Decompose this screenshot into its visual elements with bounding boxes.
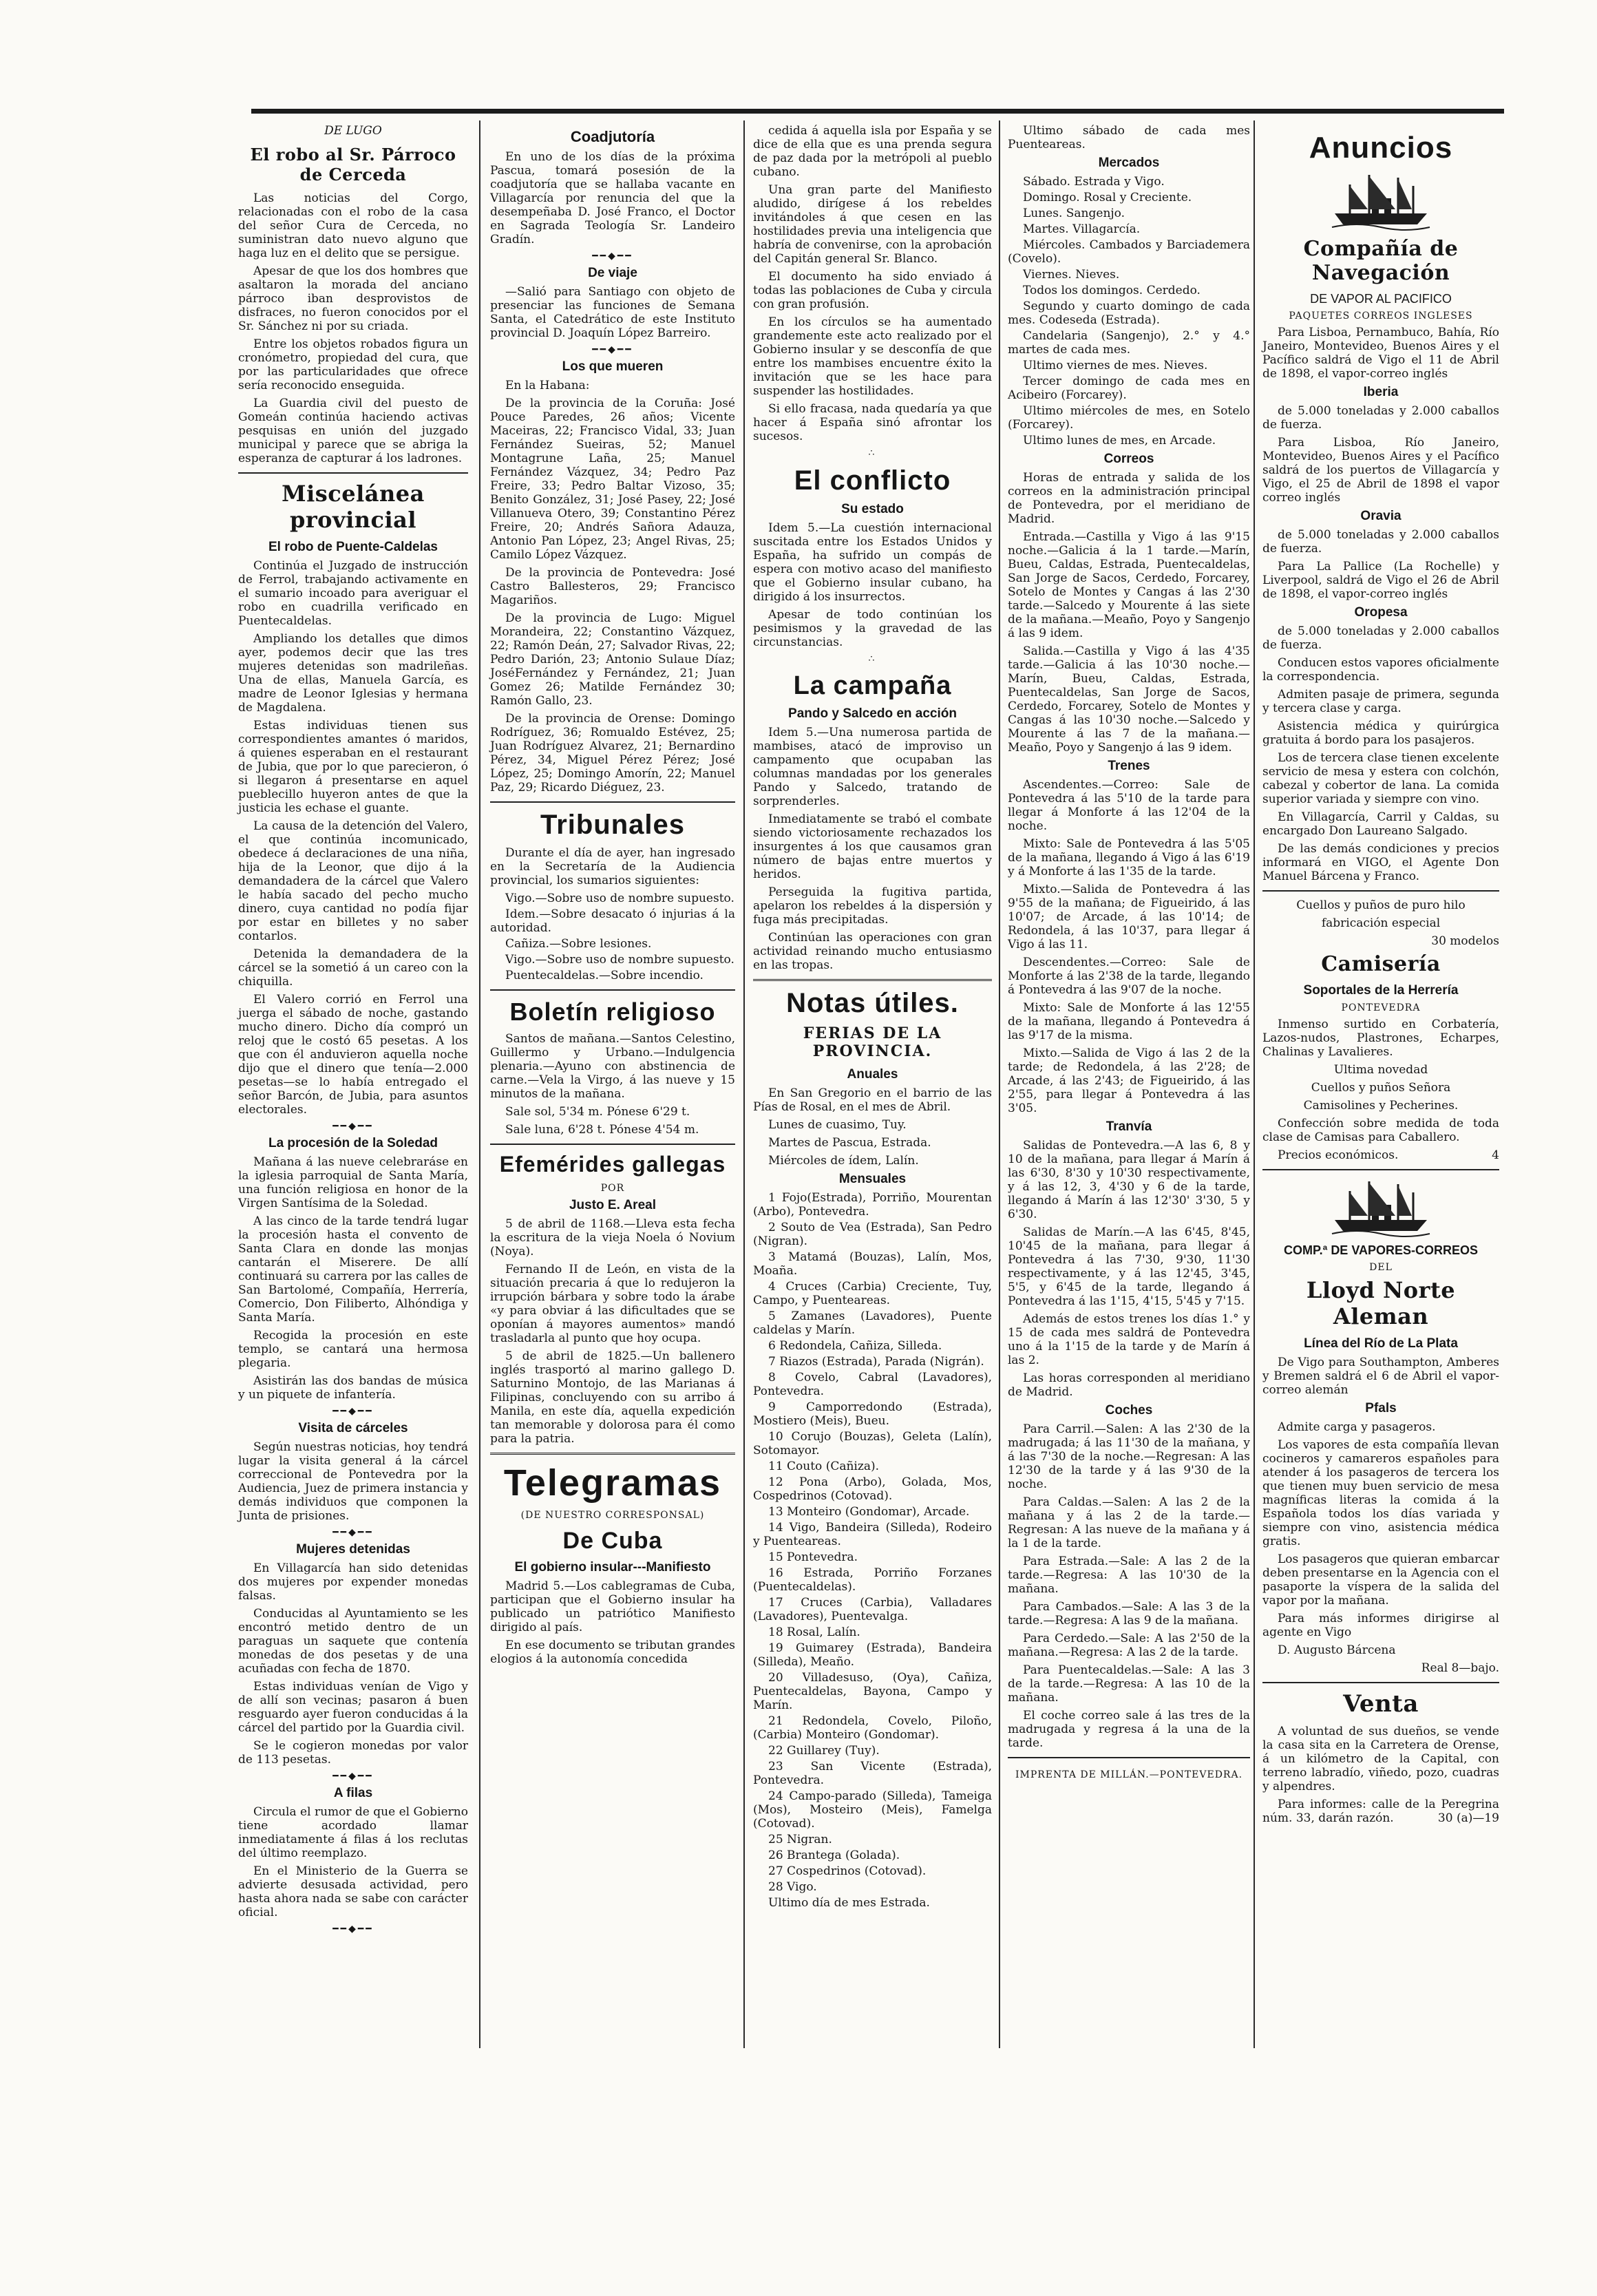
paragraph: En Villagarcía, Carril y Caldas, su encargado Don Laureano Salgado. bbox=[1262, 810, 1499, 838]
paragraph: Circula el rumor de que el Gobierno tiene acordado llamar inmediatamente á filas á los reclutas del último reemplazo. bbox=[238, 1805, 468, 1860]
subtitle: (DE NUESTRO CORRESPONSAL) bbox=[520, 1510, 705, 1521]
company-del: DEL bbox=[1369, 1262, 1393, 1273]
ad-line: Cuellos y puños Señora bbox=[1311, 1081, 1451, 1095]
paragraph: Madrid 5.—Los cablegramas de Cuba, participan que el Gobierno insular ha publicado un patriótico Manifiesto dirigido al país. bbox=[490, 1579, 735, 1634]
paragraph: 5 de abril de 1168.—Lleva esta fecha la escritura de la vieja Noela ó Novium (Noya). bbox=[490, 1217, 735, 1258]
list-item: 18 Rosal, Lalín. bbox=[768, 1625, 860, 1639]
paragraph: Para La Pallice (La Rochelle) y Liverpool, saldrá de Vigo el 26 de Abril de 1898, el vapor-correo inglés bbox=[1262, 560, 1499, 601]
paragraph: Santos de mañana.—Santos Celestino, Guillermo y Urbano.—Indulgencia plenaria.—Ayuno con abstinencia de carne.—Vela la Virgo, á las nueve y 15 minutos de la mañana. bbox=[490, 1032, 735, 1101]
paragraph: cedida á aquella isla por España y se dice de ella que es una prenda segura de paz dada por la metrópoli al pueblo cubano. bbox=[753, 124, 992, 179]
list-item: Ultimo día de mes Estrada. bbox=[768, 1896, 930, 1910]
paragraph: Admiten pasaje de primera, segunda y tercera clase y carga. bbox=[1262, 688, 1499, 715]
headline: Correos bbox=[1103, 452, 1154, 466]
paragraph: Estas individuas venían de Vigo y de allí son vecinas; pasaron á buen resguardo ayer fueron conducidas á la cárcel del partido por la Guardia civil. bbox=[238, 1680, 468, 1735]
list-item: 22 Guillarey (Tuy). bbox=[768, 1744, 880, 1758]
paragraph: Los de tercera clase tienen excelente servicio de mesa y estera con colchón, cabezal y cobertor de lana. La comida superior variada y siempre con vino. bbox=[1262, 751, 1499, 806]
ship-name: Oravia bbox=[1360, 509, 1402, 523]
ad-line: Ultima novedad bbox=[1333, 1063, 1428, 1077]
markets-list bbox=[1008, 175, 1250, 447]
paragraph: Ampliando los detalles que dimos ayer, podemos decir que las tres mujeres detenidas son madrileñas. Una de ellas, Manuela García, es madre de Leonor Iglesias y hermana de Magdalena. bbox=[238, 632, 468, 715]
paragraph: Los vapores de esta compañía llevan cocineros y camareros españoles para atender á los pasageros de tercera los que tienen muy buen servicio de mesa magníficas literas la comida á la Española todos los días variada y siempre con vino, asistencia médica gratis. bbox=[1262, 1438, 1499, 1548]
paragraph: De la provincia de Pontevedra: José Castro Ballesteros, 29; Francisco Magariños. bbox=[490, 566, 735, 607]
list-item: 13 Monteiro (Gondomar), Arcade. bbox=[768, 1505, 970, 1519]
paragraph: Miércoles de ídem, Lalín. bbox=[768, 1154, 919, 1168]
list-item: 27 Cospedrinos (Cotovad). bbox=[768, 1864, 927, 1878]
ship-name: Iberia bbox=[1363, 385, 1399, 399]
list-item: 24 Campo-parado (Silleda), Tameiga (Mos), Mosteiro (Meis), Famelga (Cotovad). bbox=[753, 1789, 992, 1831]
list-item: 19 Guimarey (Estrada), Bandeira (Silleda), Meaño. bbox=[753, 1641, 992, 1669]
paragraph: Sale luna, 6'28 t. Pónese 4'54 m. bbox=[505, 1123, 699, 1137]
paragraph: Durante el día de ayer, han ingresado en la Secretaría de la Audiencia provincial, los sumarios siguientes: bbox=[490, 846, 735, 887]
paragraph: Lunes de cuasimo, Tuy. bbox=[768, 1118, 907, 1132]
column-separator bbox=[999, 120, 1000, 2048]
headline: Visita de cárceles bbox=[298, 1421, 408, 1435]
paragraph: Conducidas al Ayuntamiento se les encontró metido dentro de un paraguas un saquete que contenía monedas de dos pesetas y de una acuñadas con fecha de 1870. bbox=[238, 1607, 468, 1676]
paragraph: Para Lisboa, Pernambuco, Bahía, Río Janeiro, Montevideo, Buenos Aires y el Pacífico saldrá de Vigo el 11 de Abril de 1898, el vapor-correo inglés bbox=[1262, 326, 1499, 381]
headline: De Cuba bbox=[562, 1528, 663, 1554]
paragraph: De Vigo para Southampton, Amberes y Bremen saldrá el 6 de Abril el vapor-correo alemán bbox=[1262, 1356, 1499, 1397]
list-item: 23 San Vicente (Estrada), Pontevedra. bbox=[753, 1760, 992, 1787]
ad-line: 30 modelos bbox=[1431, 934, 1499, 948]
steamship-icon bbox=[1329, 1177, 1432, 1239]
kicker: DE LUGO bbox=[324, 124, 382, 138]
ornament: ━━◆━━ bbox=[592, 251, 633, 262]
paragraph: Para Estrada.—Sale: A las 2 de la tarde.—Regresa: A las 10'30 de la mañana. bbox=[1008, 1555, 1250, 1596]
shop-name: Camisería bbox=[1321, 952, 1441, 976]
list-item: 17 Cruces (Carbia), Valladares (Lavadores), Puentevalga. bbox=[753, 1596, 992, 1623]
list-item: 7 Riazos (Estrada), Parada (Nigrán). bbox=[768, 1355, 984, 1369]
divider bbox=[490, 801, 735, 803]
paragraph: Para Caldas.—Salen: A las 2 de la mañana y á las 2 de la tarde.—Regresan: A las nueve de la mañana y á la 1 de la tarde. bbox=[1008, 1495, 1250, 1550]
headline: Venta bbox=[1343, 1690, 1419, 1718]
divider bbox=[1262, 890, 1499, 892]
ad-number: 4 bbox=[1492, 1148, 1499, 1162]
paragraph bbox=[1262, 1148, 1499, 1162]
list-item: Vigo.—Sobre uso de nombre supuesto. bbox=[505, 892, 734, 905]
paragraph: En Villagarcía han sido detenidas dos mujeres por expender monedas falsas. bbox=[238, 1561, 468, 1603]
ad-line: Camisolines y Pecherines. bbox=[1303, 1099, 1459, 1113]
company-name: Compañía de Navegación bbox=[1303, 237, 1459, 285]
section-title: Boletín religioso bbox=[509, 998, 716, 1026]
paragraph: Mixto.—Salida de Vigo á las 2 de la tarde; de Redondela, á las 2'28; de Arcade, á las 2'43; de Figueirido, á las 2'55, para llegar á Pontevedra á las 3'05. bbox=[1008, 1046, 1250, 1115]
headline: La campaña bbox=[793, 671, 952, 700]
paragraph: 5 de abril de 1825.—Un ballenero inglés trasportó al marino gallego D. Saturnino Montojo, de las Marianas á Filipinas, concluyendo con su arribo á Manila, en este día, aquella expedición tan memorable y dolorosa para él como para la patria. bbox=[490, 1349, 735, 1446]
imprint: IMPRENTA DE MILLÁN.—PONTEVEDRA. bbox=[1015, 1769, 1243, 1780]
paragraph: De la provincia de la Coruña: José Pouce Paredes, 26 años; Vicente Maceiras, 22; Francisco Vidal, 33; Juan Fernández Sueiras, 52; Manuel Montagrune Laña, 25; Manuel Fernández Vázquez, 34; Pedro Paz Freire, 33; Pedro Baltar Vizoso, 35; Benito González, 31; José Pasey, 22; José Villanueva Otero, 39; Constantino Pérez Freire, 20; Andrés Sañora Adauza, Antonio Pan López, 23; Angel Rivas, 25; Camilo López Vázquez. bbox=[490, 397, 735, 562]
list-item: Ultimo viernes de mes. Nieves. bbox=[1023, 359, 1208, 372]
section-title: Miscelánea provincial bbox=[282, 481, 425, 533]
fairs-list bbox=[753, 1191, 992, 1910]
list-item: 9 Camporredondo (Estrada), Mostiero (Meis), Bueu. bbox=[753, 1400, 992, 1428]
column-4 bbox=[1002, 124, 1256, 2124]
paragraph: Si ello fracasa, nada quedaría ya que hacer á España sinó afrontar los sucesos. bbox=[753, 402, 992, 443]
list-item: Tercer domingo de cada mes en Acibeiro (Forcarey). bbox=[1008, 375, 1250, 402]
paragraph: Descendentes.—Correo: Sale de Monforte á las 2'38 de la tarde, llegando á Pontevedra á las 9'07 de la noche. bbox=[1008, 956, 1250, 997]
paragraph: De las demás condiciones y precios informará en VIGO, el Agente Don Manuel Bárcena y Franco. bbox=[1262, 842, 1499, 883]
column-separator bbox=[743, 120, 745, 2048]
list-item: Lunes. Sangenjo. bbox=[1023, 207, 1125, 220]
paragraph: En los círculos se ha aumentado grandemente este acto realizado por el Gobierno insular y se desconfía de que entre los mambises encuentre éxito la invitación que se les hace para suspender las hostilidades. bbox=[753, 315, 992, 398]
column-1 bbox=[233, 124, 474, 2124]
paragraph: En la Habana: bbox=[505, 379, 590, 392]
paragraph: Los pasageros que quieran embarcar deben presentarse en la Agencia con el pasaporte la víspera de la salida del vapor por la mañana. bbox=[1262, 1552, 1499, 1608]
list-item: 5 Zamanes (Lavadores), Puente caldelas y Marín. bbox=[753, 1309, 992, 1337]
headline: A filas bbox=[333, 1786, 373, 1800]
paragraph: de 5.000 toneladas y 2.000 caballos de fuerza. bbox=[1262, 624, 1499, 652]
paragraph: Perseguida la fugitiva partida, apelaron los rebeldes á la dispersión y fuga más precipitadas. bbox=[753, 885, 992, 927]
headline: Anuales bbox=[847, 1067, 898, 1082]
paragraph: Idem 5.—La cuestión internacional suscitada entre los Estados Unidos y España, ha sufrido un compás de espera con motivo acaso del manifiesto que el Gobierno insular cubano, ha dirigido á los insurrectos. bbox=[753, 521, 992, 604]
divider bbox=[490, 1144, 735, 1145]
paragraph: Una gran parte del Manifiesto aludido, dirígese á los rebeldes invitándoles á que cesen en las hostilidades previa una inteligencia que habría de convenirse, con la aprobación del Capitán general Sr. Blanco. bbox=[753, 183, 992, 266]
list-item: 15 Pontevedra. bbox=[768, 1550, 858, 1564]
paragraph: Salidas de Marín.—A las 6'45, 8'45, 10'45 de la mañana, para llegar á Pontevedra á las 7'30, 9'30, 11'30 respectivamente, y á las 12'45, 3'45, 5'5, y 6'45 de la tarde, llegando á Pontevedra á las 1'15, 4'15, 5'45 y 7'15. bbox=[1008, 1225, 1250, 1308]
list-item: Idem.—Sobre desacato ó injurias á la autoridad. bbox=[490, 907, 735, 935]
paragraph: Admite carga y pasageros. bbox=[1278, 1420, 1436, 1434]
paragraph: Se le cogieron monedas por valor de 113 pesetas. bbox=[238, 1739, 468, 1767]
paragraph: Confección sobre medida de toda clase de Camisas para Caballero. bbox=[1262, 1117, 1499, 1144]
paragraph: Para Carril.—Salen: A las 2'30 de la madrugada; á las 11'30 de la mañana, y á las 7'30 de la noche.—Regresan: A las 12'30 de la tarde y á las 9'30 de la noche. bbox=[1008, 1422, 1250, 1491]
column-2 bbox=[485, 124, 741, 2124]
headline: Los que mueren bbox=[562, 359, 664, 374]
paragraph: Para Cambados.—Sale: A las 3 de la tarde.—Regresa: A las 9 de la mañana. bbox=[1008, 1600, 1250, 1628]
headline: Coadjutoría bbox=[570, 128, 655, 145]
paragraph: Salidas de Pontevedra.—A las 6, 8 y 10 de la mañana, para llegar á Marín á las 6'30, 8'30 y 10'30 respectivamente, y á las 12, 3, 4'30 y 6 de la tarde, llegando á Marín á las 12'30' 3'30, 5 y 6'30. bbox=[1008, 1139, 1250, 1221]
top-rule bbox=[251, 109, 1504, 114]
company-line: Línea del Río de La Plata bbox=[1304, 1336, 1458, 1351]
list-item: Vigo.—Sobre uso de nombre supuesto. bbox=[505, 953, 734, 967]
list-item: 1 Fojo(Estrada), Porriño, Mourentan (Arbo), Pontevedra. bbox=[753, 1191, 992, 1219]
paragraph: Además de estos trenes los días 1.° y 15 de cada mes saldrá de Pontevedra uno á la 1'15 de la tarde y de Marín á las 2. bbox=[1008, 1312, 1250, 1367]
paragraph: Mañana á las nueve celebraráse en la iglesia parroquial de Santa María, una función religiosa en honor de la Virgen Santísima de la Soledad. bbox=[238, 1155, 468, 1210]
list-item: 25 Nigran. bbox=[768, 1833, 832, 1846]
headline: Mujeres detenidas bbox=[296, 1542, 410, 1557]
section-title: Notas útiles. bbox=[786, 988, 959, 1018]
paragraph: En uno de los días de la próxima Pascua, tomará posesión de la coadjutoría que se hallaba vacante en Villagarcía por renuncia del que la desempeñaba D. José Franco, el Doctor en Sagrada Teología Sr. Landeiro Gradín. bbox=[490, 150, 735, 246]
byline: Justo E. Areal bbox=[569, 1198, 656, 1212]
section-title: Efemérides gallegas bbox=[499, 1152, 726, 1177]
list-item: 16 Estrada, Porriño Forzanes (Puentecaldelas). bbox=[753, 1566, 992, 1594]
company-name: COMP.ª DE VAPORES-CORREOS bbox=[1283, 1243, 1479, 1257]
list-item: 21 Redondela, Covelo, Piloño, (Carbia) Monteiro (Gondomar). bbox=[753, 1714, 992, 1742]
ornament: ━━◆━━ bbox=[332, 1527, 374, 1538]
paragraph: Recogida la procesión en este templo, se cantará una hermosa plegaria. bbox=[238, 1329, 468, 1370]
headline: El robo al Sr. Párroco de Cerceda bbox=[250, 145, 456, 185]
paragraph: Mixto.—Salida de Pontevedra á las 9'55 de la mañana; de Figueirido, á las 10'07; de Arcade, á las 10'14; de Redondela, á las 10'37, para llegar á Vigo á las 11. bbox=[1008, 883, 1250, 951]
paragraph: Para Lisboa, Río Janeiro, Montevideo, Buenos Aires y el Pacífico saldrá de los puertos de Villagarcía y Vigo, el 25 de Abril de 1898 el vapor correo inglés bbox=[1262, 436, 1499, 505]
ad-number: 30 (a)—19 bbox=[1437, 1811, 1499, 1825]
paragraph: Asistirán las dos bandas de música y un piquete de infantería. bbox=[238, 1374, 468, 1402]
divider bbox=[1262, 1169, 1499, 1170]
subheadline: Pando y Salcedo en acción bbox=[788, 706, 957, 721]
paragraph bbox=[1262, 1798, 1499, 1825]
ship-name: Pfals bbox=[1365, 1401, 1397, 1415]
ad-line: Precios económicos. bbox=[1278, 1148, 1399, 1162]
list-item: Sábado. Estrada y Vigo. bbox=[1023, 175, 1165, 189]
ad-line: Cuellos y puños de puro hilo bbox=[1296, 898, 1466, 912]
list-item: 20 Villadesuso, (Oya), Cañiza, Puentecaldelas, Bayona, Campo y Marín. bbox=[753, 1671, 992, 1712]
column-3 bbox=[748, 124, 997, 2124]
paragraph: El coche correo sale á las tres de la madrugada y regresa á la una de la tarde. bbox=[1008, 1709, 1250, 1750]
list-item: Ultimo lunes de mes, en Arcade. bbox=[1023, 434, 1216, 447]
ornament: ∴ bbox=[868, 447, 877, 459]
paragraph: Ascendentes.—Correo: Sale de Pontevedra á las 5'10 de la tarde para llegar á Monforte á las 12'04 de la noche. bbox=[1008, 778, 1250, 833]
paragraph: Apesar de todo continúan los pesimismos y la gravedad de las circunstancias. bbox=[753, 608, 992, 649]
ornament: ━━◆━━ bbox=[332, 1121, 374, 1132]
ornament: ━━◆━━ bbox=[592, 344, 633, 355]
paragraph: Mixto: Sale de Pontevedra á las 5'05 de la mañana, llegando á Vigo á las 6'19 y á Monforte á las 1'35 de la tarde. bbox=[1008, 837, 1250, 878]
paragraph: Horas de entrada y salida de los correos en la administración principal de Pontevedra, por el meridiano de Madrid. bbox=[1008, 471, 1250, 526]
paragraph: Para Puentecaldelas.—Sale: A las 3 de la tarde.—Regresa: A las 10 de la mañana. bbox=[1008, 1663, 1250, 1705]
paragraph: A las cinco de la tarde tendrá lugar la procesión hasta el convento de Santa Clara en donde las monjas cantarán el Miserere. De allí continuará su carrera por las calles de San Bartolomé, Compañía, Herrería, Comercio, Don Filiberto, Alhóndiga y Santa María. bbox=[238, 1214, 468, 1325]
paragraph: Para más informes dirigirse al agente en Vigo bbox=[1262, 1612, 1499, 1639]
paragraph: Estas individuas tienen sus correspondientes amantes ó maridos, á quienes esperaban en el restaurant de Jubia, que por lo que parecieron, ó si llegaron á presentarse en aquel pueblecillo huyeron antes de que la justicia les echase el guante. bbox=[238, 719, 468, 815]
section-title: Tribunales bbox=[540, 810, 686, 840]
paragraph: Continúa el Juzgado de instrucción de Ferrol, trabajando activamente en el sumario incoado para averiguar el robo en cuadrilla verificado en Puentecaldelas. bbox=[238, 559, 468, 628]
ad-line: Real 8—bajo. bbox=[1421, 1661, 1499, 1675]
paragraph: —Salió para Santiago con objeto de presenciar las funciones de Semana Santa, el Catedrático de este Instituto provincial D. Joaquín López Barreiro. bbox=[490, 285, 735, 340]
list-item: 10 Corujo (Bouzas), Geleta (Lalín), Sotomayor. bbox=[753, 1430, 992, 1457]
list-item: Puentecaldelas.—Sobre incendio. bbox=[505, 969, 704, 982]
list-item: 26 Brantega (Golada). bbox=[768, 1849, 900, 1862]
paragraph: Inmenso surtido en Corbatería, Lazos-nudos, Plastrones, Echarpes, Chalinas y Lavalieres. bbox=[1262, 1018, 1499, 1059]
headline: Mercados bbox=[1098, 156, 1160, 170]
headline: El conflicto bbox=[794, 465, 951, 496]
paragraph: Las noticias del Corgo, relacionadas con el robo de la casa del señor Cura de Cerceda, no suministran dato nuevo alguno que haga luz en el delito que se persigue. bbox=[238, 191, 468, 260]
headline: Coches bbox=[1105, 1403, 1153, 1418]
paragraph: De la provincia de Lugo: Miguel Morandeira, 22; Constantino Vázquez, 22; Ramón Deán, 27; Salvador Rivas, 22; Pedro Darión, 23; Antonio Sulaue Díaz; JoséFernández y Fernández, 21; Juan Gomez 26; Matilde Fernández 30; Ramón Gallo, 23. bbox=[490, 611, 735, 708]
list-item: 2 Souto de Vea (Estrada), San Pedro (Nigran). bbox=[753, 1221, 992, 1248]
paragraph: Detenida la demandadera de la cárcel se la sometió á un careo con la chiquilla. bbox=[238, 947, 468, 989]
list-item: Segundo y cuarto domingo de cada mes. Codeseda (Estrada). bbox=[1008, 299, 1250, 327]
list-item: Martes. Villagarcía. bbox=[1023, 222, 1141, 236]
column-5 bbox=[1257, 124, 1505, 2124]
paragraph: Las horas corresponden al meridiano de Madrid. bbox=[1008, 1371, 1250, 1399]
list-item: Domingo. Rosal y Creciente. bbox=[1023, 191, 1192, 204]
divider bbox=[490, 1453, 735, 1455]
headline: Mensuales bbox=[838, 1172, 907, 1186]
paragraph: Sale sol, 5'34 m. Pónese 6'29 t. bbox=[505, 1105, 690, 1119]
paragraph: Martes de Pascua, Estrada. bbox=[768, 1136, 931, 1150]
shop-city: PONTEVEDRA bbox=[1341, 1002, 1421, 1013]
paragraph: Según nuestras noticias, hoy tendrá lugar la visita general á la cárcel correccional de Pontevedra por la Audiencia, Juez de primera instancia y demás individuos que componen la Junta de prisiones. bbox=[238, 1440, 468, 1523]
ornament: ∴ bbox=[868, 653, 877, 664]
list-item: 8 Covelo, Cabral (Lavadores), Pontevedra. bbox=[753, 1371, 992, 1398]
paragraph: Entrada.—Castilla y Vigo á las 9'15 noche.—Galicia á la 1 tarde.—Marín, Bueu, Caldas, Estrada, Puentecaldelas, San Jorge de Sacos, Cerdedo, Forcarey, Sotelo de Montes y Cangas á las 2'30 tarde.—Salcedo y Mourente á las siete de la mañana.—Meaño, Poyo y Sangenjo á las 9 idem. bbox=[1008, 530, 1250, 640]
paragraph: Salida.—Castilla y Vigo á las 4'35 tarde.—Galicia á las 10'30 noche.—Marín, Bueu, Caldas, Estrada, Puentecaldelas, San Jorge de Sacos, Cerdedo, Forcarey, Sotelo de Montes y Cangas á las 10'30 noche.—Salcedo y Mourente á las 7 de la mañana.—Meaño, Poyo y Sangenjo á las 9 idem. bbox=[1008, 644, 1250, 755]
ornament: ━━◆━━ bbox=[332, 1771, 374, 1782]
ornament: ━━◆━━ bbox=[332, 1406, 374, 1417]
list-item: Todos los domingos. Cerdedo. bbox=[1023, 284, 1201, 297]
headline: El robo de Puente-Caldelas bbox=[268, 540, 438, 554]
divider bbox=[1262, 1682, 1499, 1683]
list-item: 28 Vigo. bbox=[768, 1880, 817, 1894]
list-item: 4 Cruces (Carbia) Creciente, Tuy, Campo, y Puenteareas. bbox=[753, 1280, 992, 1307]
divider bbox=[238, 472, 468, 474]
list-item: Viernes. Nieves. bbox=[1023, 268, 1120, 282]
paragraph: Fernando II de León, en vista de la situación precaria á que lo redujeron la irrupción bárbara y sobre todo la árabe «y para obviar á las dificultades que se oponían á mayores aumentos» mandó trasladarla al punto que hoy ocupa. bbox=[490, 1263, 735, 1345]
list-item: 3 Matamá (Bouzas), Lalín, Mos, Moaña. bbox=[753, 1250, 992, 1278]
section-title: Anuncios bbox=[1309, 131, 1453, 165]
company-tagline: PAQUETES CORREOS INGLESES bbox=[1289, 310, 1473, 322]
paragraph: de 5.000 toneladas y 2.000 caballos de fuerza. bbox=[1262, 404, 1499, 432]
list-item: Candelaria (Sangenjo), 2.° y 4.° martes de cada mes. bbox=[1008, 329, 1250, 357]
paragraph: Inmediatamente se trabó el combate siendo victoriosamente rechazados los insurgentes á los que causamos gran número de bajas entre muertos y heridos. bbox=[753, 812, 992, 881]
company-subtitle: DE VAPOR AL PACIFICO bbox=[1310, 292, 1452, 306]
paragraph: Idem 5.—Una numerosa partida de mambises, atacó de improviso un campamento que ocupaban las columnas mandadas por los generales Pando y Salcedo, tratando de sorprenderles. bbox=[753, 726, 992, 808]
paragraph: de 5.000 toneladas y 2.000 caballos de fuerza. bbox=[1262, 528, 1499, 556]
paragraph: El Valero corrió en Ferrol una juerga el sábado de noche, gastando mucho dinero. Dicho día compró un reloj que le costó 65 pesetas. A los que con él anduvieron aquella noche dijo que el dinero que tenía—2.000 pesetas—se lo había entregado el señor Barcón, de Jubia, para asuntos electorales. bbox=[238, 993, 468, 1117]
paragraph: A voluntad de sus dueños, se vende la casa sita en la Carretera de Orense, á un kilómetro de la Capital, con terreno labradío, viñedo, pozo, cuadras y alpendres. bbox=[1262, 1725, 1499, 1793]
divider bbox=[753, 979, 992, 981]
shop-subtitle: Soportales de la Herrería bbox=[1303, 983, 1459, 998]
paragraph: En San Gregorio en el barrio de las Pías de Rosal, en el mes de Abril. bbox=[753, 1086, 992, 1114]
paragraph: En el Ministerio de la Guerra se advierte desusada actividad, pero hasta ahora nada se sabe con carácter oficial. bbox=[238, 1864, 468, 1919]
column-separator bbox=[479, 120, 480, 2048]
paragraph: Conducen estos vapores oficialmente la correspondencia. bbox=[1262, 656, 1499, 684]
list-item: Ultimo miércoles de mes, en Sotelo (Forcarey). bbox=[1008, 404, 1250, 432]
headline: De viaje bbox=[588, 266, 637, 280]
section-subtitle: FERIAS DE LA PROVINCIA. bbox=[803, 1024, 942, 1060]
ship-name: Oropesa bbox=[1354, 605, 1408, 620]
paragraph: Asistencia médica y quirúrgica gratuita á bordo para los pasajeros. bbox=[1262, 719, 1499, 747]
list-item: 14 Vigo, Bandeira (Silleda), Rodeiro y Puenteareas. bbox=[753, 1521, 992, 1548]
subheadline: Su estado bbox=[841, 502, 904, 516]
paragraph: Entre los objetos robados figura un cronómetro, propiedad del cura, que por las particularidades que ofrece sería reconocido enseguida. bbox=[238, 337, 468, 392]
headline: El gobierno insular---Manifiesto bbox=[514, 1560, 711, 1574]
paragraph: La causa de la detención del Valero, el que continúa incomunicado, obedece á declaraciones de una niña, hija de la Leonor, que dijo á la demandadera de la cárcel que Valero le había sacado del pecho mucho dinero, cuya cantidad no podía fijar por estar en billetes y no saber contarlos. bbox=[238, 819, 468, 943]
ad-line: Para informes: calle de la Peregrina núm. 33, darán razón. bbox=[1262, 1798, 1499, 1825]
steamship-icon bbox=[1329, 171, 1432, 233]
list-item: 6 Redondela, Cañiza, Silleda. bbox=[768, 1339, 942, 1353]
paragraph: Mixto: Sale de Monforte á las 12'55 de la mañana, llegando á Pontevedra á las 9'17 de la misma. bbox=[1008, 1001, 1250, 1042]
list-item: 12 Pona (Arbo), Golada, Mos, Cospedrinos (Cotovad). bbox=[753, 1475, 992, 1503]
list-item: Cañiza.—Sobre lesiones. bbox=[505, 937, 652, 951]
list-item: 11 Couto (Cañiza). bbox=[768, 1460, 879, 1473]
headline: Trenes bbox=[1108, 759, 1150, 773]
headline: Tranvía bbox=[1106, 1119, 1152, 1134]
paragraph: D. Augusto Bárcena bbox=[1278, 1643, 1396, 1657]
list-item: Miércoles. Cambados y Barciademera (Covelo). bbox=[1008, 238, 1250, 266]
ornament: ━━◆━━ bbox=[332, 1924, 374, 1935]
company-name: Lloyd Norte Aleman bbox=[1306, 1277, 1456, 1329]
paragraph: El documento ha sido enviado á todas las poblaciones de Cuba y circula con gran profusión. bbox=[753, 270, 992, 311]
section-title: Telegramas bbox=[503, 1462, 722, 1504]
paragraph: En ese documento se tributan grandes elogios á la autonomía concedida bbox=[490, 1639, 735, 1666]
paragraph: Ultimo sábado de cada mes Puenteareas. bbox=[1008, 124, 1250, 151]
headline: La procesión de la Soledad bbox=[268, 1136, 438, 1150]
ad-line: fabricación especial bbox=[1321, 916, 1441, 930]
divider bbox=[1008, 1757, 1250, 1758]
paragraph: La Guardia civil del puesto de Gomeán continúa haciendo activas pesquisas en unión del juzgado municipal y parece que se abriga la esperanza de capturar á los ladrones. bbox=[238, 397, 468, 465]
paragraph: Apesar de que los dos hombres que asaltaron la morada del anciano párroco iban desprovistos de disfraces, no fueron conocidos por el Sr. Sánchez ni por su criada. bbox=[238, 264, 468, 333]
byline-prefix: POR bbox=[600, 1183, 625, 1194]
paragraph: Para Cerdedo.—Sale: A las 2'50 de la mañana.—Regresa: A las 2 de la tarde. bbox=[1008, 1632, 1250, 1659]
paragraph: Continúan las operaciones con gran actividad reinando mucho entusiasmo en las tropas. bbox=[753, 931, 992, 972]
paragraph: De la provincia de Orense: Domingo Rodríguez, 36; Romualdo Estévez, 25; Juan Rodríguez Alvarez, 21; Bernardino Pérez, 34, Miguel Pérez Pérez; José López, 25; Domingo Amorín, 22; Manuel Paz, 29; Ricardo Diéguez, 23. bbox=[490, 712, 735, 794]
divider bbox=[490, 989, 735, 991]
